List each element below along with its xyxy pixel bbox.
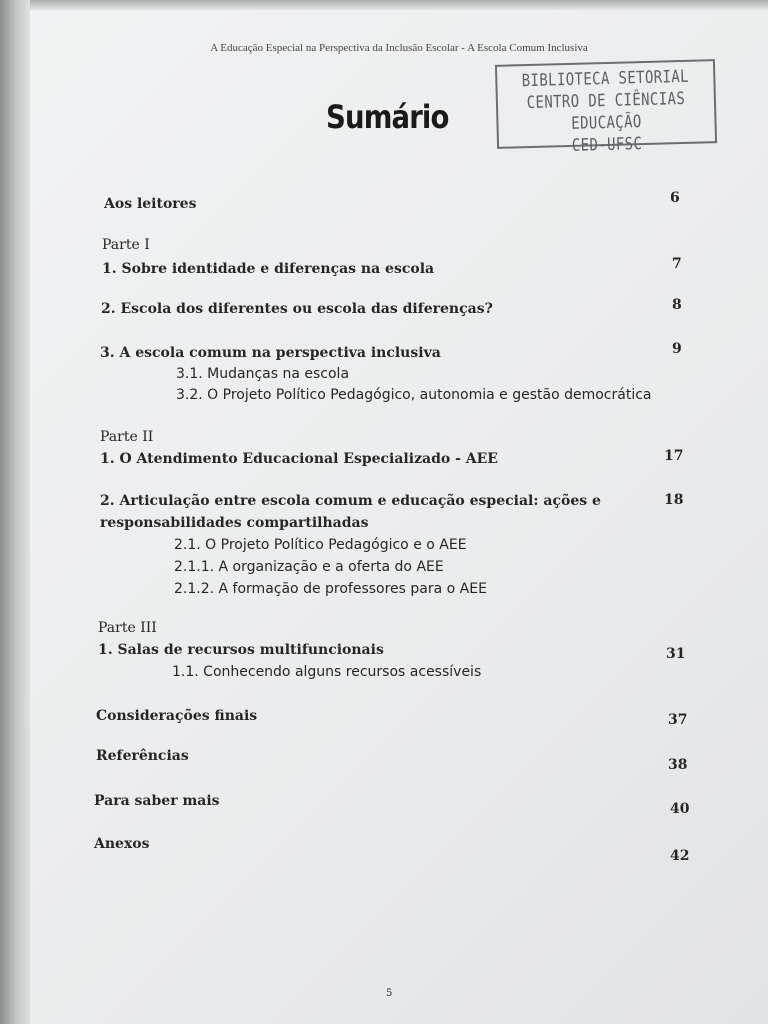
toc-page-referencias: 38 xyxy=(668,757,688,773)
toc-part-3: Parte III xyxy=(98,620,157,636)
toc-entry-3: 3. A escola comum na perspectiva inclusiva xyxy=(100,345,441,361)
toc-page-p2-1: 17 xyxy=(664,448,684,464)
toc-entry-consideracoes: Considerações finais xyxy=(96,708,258,724)
stamp-line-2: CENTRO DE CIÊNCIAS EDUCAÇÃO xyxy=(526,88,686,134)
toc-part-2: Parte II xyxy=(100,429,154,445)
toc-entry-2: 2. Escola dos diferentes ou escola das diferenças? xyxy=(101,301,493,317)
toc-entry-p2-2-1-2: 2.1.2. A formação de professores para o AEE xyxy=(174,581,487,597)
toc-page-1: 7 xyxy=(672,256,682,272)
page-number: 5 xyxy=(386,988,393,999)
library-stamp xyxy=(495,59,717,156)
toc-entry-p2-2-1: 2.1. O Projeto Político Pedagógico e o AEE xyxy=(174,537,467,553)
toc-page-p3-1: 31 xyxy=(666,646,686,662)
toc-page-consideracoes: 37 xyxy=(668,712,688,728)
toc-entry-p2-2-line2: responsabilidades compartilhadas xyxy=(100,515,369,531)
toc-entry-3-2: 3.2. O Projeto Político Pedagógico, autonomia e gestão democrática xyxy=(176,387,652,403)
toc-page-2: 8 xyxy=(672,297,682,313)
toc-entry-p3-1-1: 1.1. Conhecendo alguns recursos acessíveis xyxy=(172,664,482,680)
toc-page-3: 9 xyxy=(672,341,682,357)
running-header: A Educação Especial na Perspectiva da Inclusão Escolar - A Escola Comum Inclusiva xyxy=(210,42,588,54)
stamp-line-1: BIBLIOTECA SETORIAL xyxy=(521,66,690,92)
toc-page-p2-2: 18 xyxy=(664,492,684,508)
toc-part-1: Parte I xyxy=(102,237,150,253)
toc-page-saber-mais: 40 xyxy=(670,801,690,817)
stamp-line-3: CED-UFSC xyxy=(571,134,643,156)
toc-entry-1: 1. Sobre identidade e diferenças na escola xyxy=(102,261,435,277)
toc-entry-saber-mais: Para saber mais xyxy=(94,793,220,809)
book-spine-edge xyxy=(0,0,30,1024)
toc-page-aos-leitores: 6 xyxy=(670,190,680,206)
toc-entry-p2-2-line1: 2. Articulação entre escola comum e educação especial: ações e xyxy=(100,493,601,509)
page-title: Sumário xyxy=(326,98,449,136)
toc-entry-3-1: 3.1. Mudanças na escola xyxy=(176,366,350,382)
page-top-edge xyxy=(30,0,768,10)
toc-entry-referencias: Referências xyxy=(96,748,189,764)
toc-entry-p2-2-1-1: 2.1.1. A organização e a oferta do AEE xyxy=(174,559,444,575)
toc-entry-anexos: Anexos xyxy=(94,836,150,852)
toc-entry-aos-leitores: Aos leitores xyxy=(104,196,197,212)
toc-entry-p3-1: 1. Salas de recursos multifuncionais xyxy=(98,642,384,658)
book-page xyxy=(30,10,768,1024)
toc-entry-p2-1: 1. O Atendimento Educacional Especializado - AEE xyxy=(100,451,498,467)
toc-page-anexos: 42 xyxy=(670,848,690,864)
